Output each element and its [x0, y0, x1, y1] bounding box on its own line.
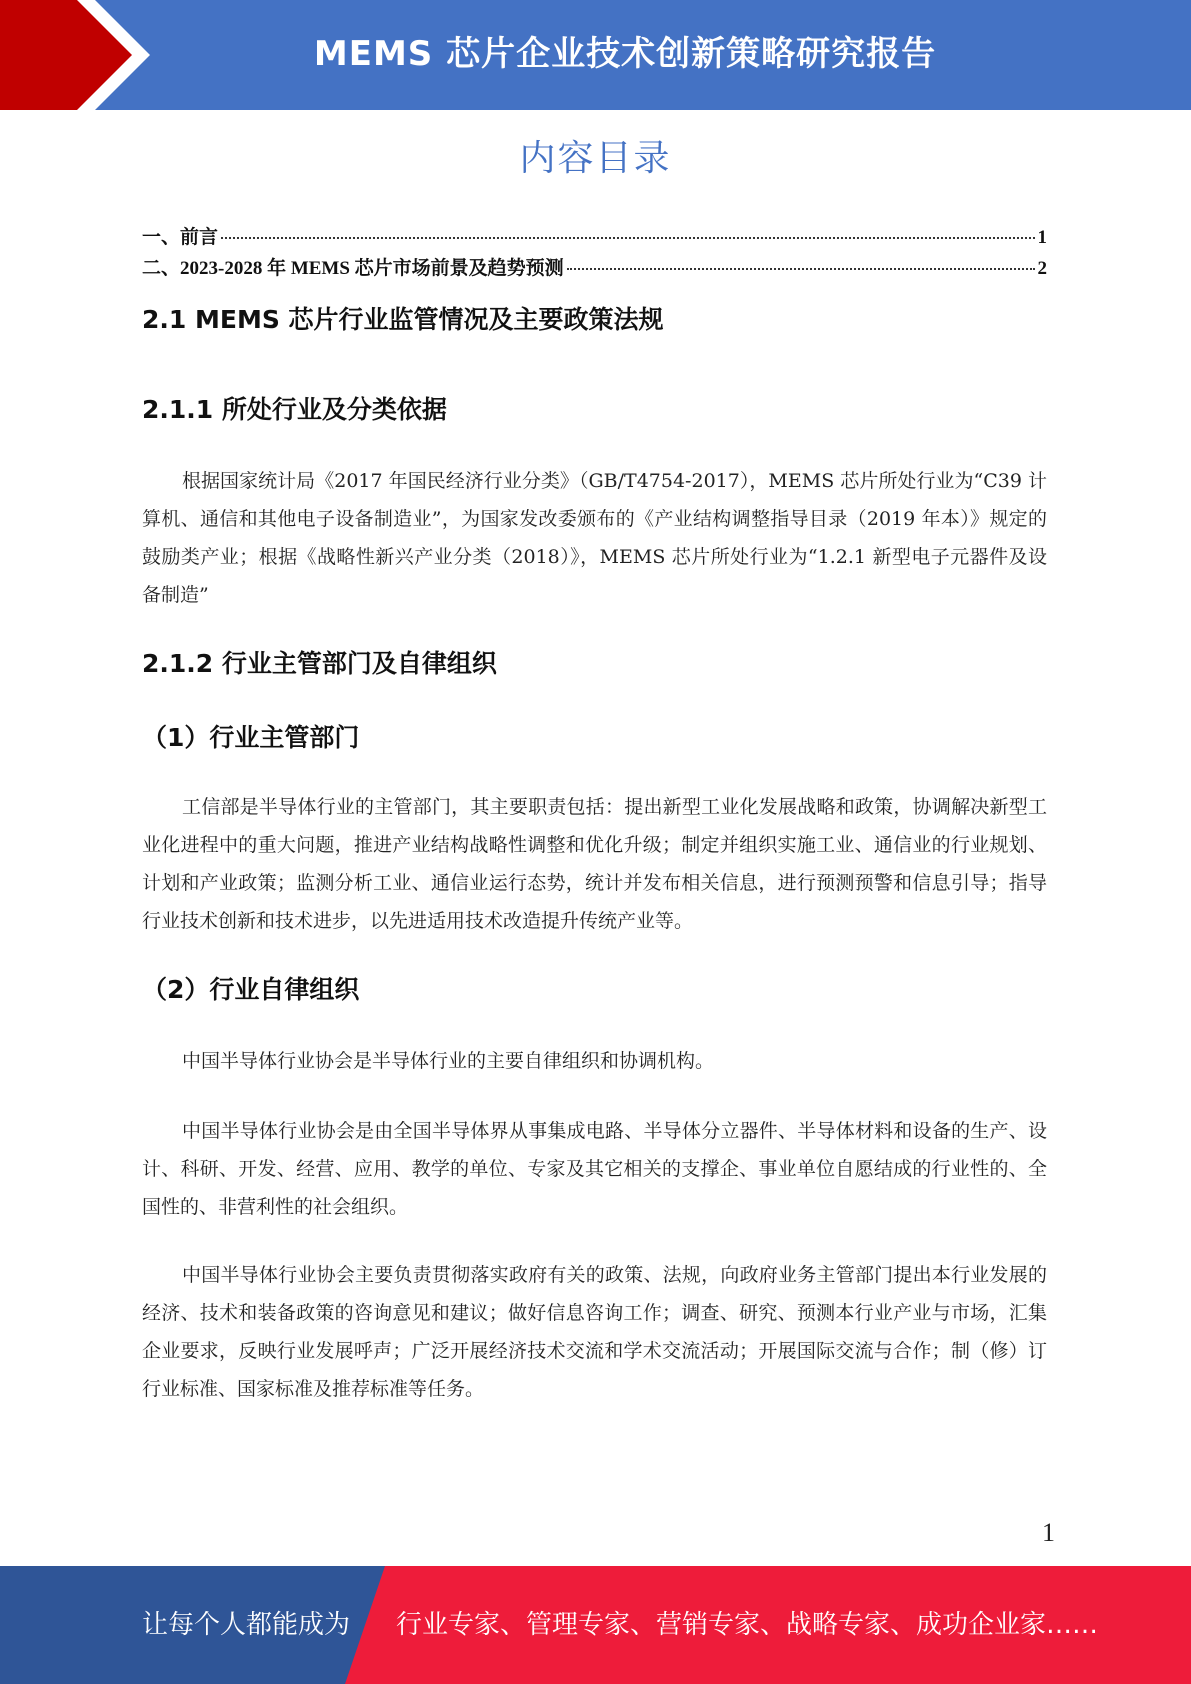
section-heading-2-1: 2.1 MEMS 芯片行业监管情况及主要政策法规	[142, 305, 664, 334]
footer-slogan-left: 让每个人都能成为	[142, 1610, 351, 1640]
toc-leader-dots	[221, 237, 1034, 239]
section-heading-2-1-1: 2.1.1 所处行业及分类依据	[142, 395, 447, 424]
paragraph-association-intro: 中国半导体行业协会是半导体行业的主要自律组织和协调机构。	[182, 1050, 715, 1072]
toc-heading: 内容目录	[519, 138, 672, 179]
footer-banner	[0, 1566, 1191, 1684]
paragraph-association-composition: 中国半导体行业协会是由全国半导体界从事集成电路、半导体分立器件、半导体材料和设备的生产、设计、科研、开发、经营、应用、教学的单位、专家及其它相关的支撑企、事业单位自愿结成的行业性的、全国性的、非营利性的社会组织。	[142, 1120, 1047, 1218]
toc-entry[interactable]	[142, 222, 1047, 253]
toc-entry-title: 二、2023-2028 年 MEMS 芯片市场前景及趋势预测	[142, 258, 564, 279]
header-banner	[0, 0, 1191, 110]
header-arrow-decoration	[0, 0, 160, 110]
subheading-regulator: （1）行业主管部门	[142, 723, 360, 752]
toc-leader-dots	[567, 268, 1035, 270]
paragraph-regulator: 工信部是半导体行业的主管部门，其主要职责包括：提出新型工业化发展战略和政策，协调解决新型工业化进程中的重大问题，推进产业结构战略性调整和优化升级；制定并组织实施工业、通信业的行业规划、计划和产业政策；监测分析工业、通信业运行态势，统计并发布相关信息，进行预测预警和信息引导；指导行业技术创新和技术进步，以先进适用技术改造提升传统产业等。	[142, 796, 1047, 932]
page-number: 1	[1042, 1518, 1055, 1547]
paragraph-association-duties: 中国半导体行业协会主要负责贯彻落实政府有关的政策、法规，向政府业务主管部门提出本行业发展的经济、技术和装备政策的咨询意见和建议；做好信息咨询工作；调查、研究、预测本行业产业与市场，汇集企业要求，反映行业发展呼声；广泛开展经济技术交流和学术交流活动；开展国际交流与合作；制（修）订行业标准、国家标准及推荐标准等任务。	[142, 1264, 1047, 1400]
toc-entry-page: 2	[1037, 258, 1047, 279]
toc-entry[interactable]	[142, 253, 1047, 284]
toc-entry-page: 1	[1037, 227, 1047, 248]
report-title: MEMS 芯片企业技术创新策略研究报告	[313, 34, 937, 74]
footer-slogan-right: 行业专家、管理专家、营销专家、战略专家、成功企业家……	[396, 1610, 1099, 1640]
subheading-self-regulatory-org: （2）行业自律组织	[142, 975, 360, 1004]
table-of-contents	[142, 222, 1047, 284]
section-heading-2-1-2: 2.1.2 行业主管部门及自律组织	[142, 649, 497, 678]
paragraph-classification: 根据国家统计局《2017 年国民经济行业分类》（GB/T4754-2017），MEMS 芯片所处行业为“C39 计算机、通信和其他电子设备制造业”，为国家发改委颁布的《产业结构调整指导目录（2019 年本）》规定的鼓励类产业；根据《战略性新兴产业分类（2018）》，MEMS 芯片所处行业为“1.2.1 新型电子元器件及设备制造”	[142, 470, 1047, 606]
toc-entry-title: 一、前言	[142, 227, 219, 248]
